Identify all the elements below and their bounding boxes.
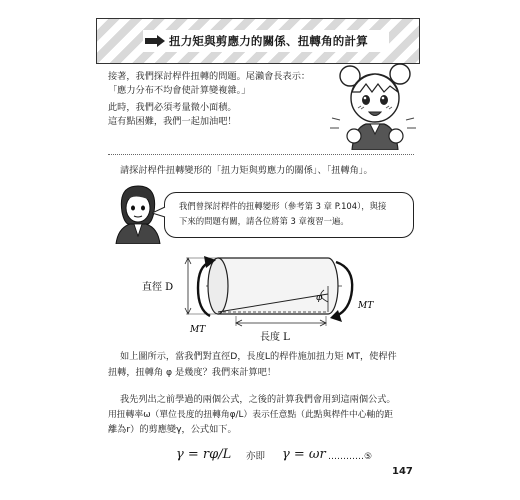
angle-phi-label: φ — [316, 293, 323, 303]
speech-bubble-tail — [152, 206, 166, 218]
diameter-label: 直徑 D — [142, 282, 174, 293]
intro-line-4: 這有點困難，我們一起加油吧！ — [108, 116, 237, 127]
formula-connector: 亦即 — [246, 451, 266, 462]
body-para1-line1: 如上圖所示，當我們對直徑D，長度L的桿件施加扭力矩 MT，使桿件 — [120, 351, 397, 362]
left-torque-label: MT — [190, 325, 206, 335]
bubble-line-2: 下來的問題有關，請各位將第 3 章複習一遍。 — [179, 216, 349, 226]
formula-left: γ = rφ/L — [176, 447, 232, 462]
arrow-right-icon — [145, 35, 165, 47]
intro-line-1: 接著，我們探討桿件扭轉的問題。尾瀨會長表示： — [108, 71, 311, 82]
bubble-line-1: 我們曾探討桿件的扭轉變形（參考第 3 章 P.104），與接 — [179, 201, 387, 211]
section-header-banner — [96, 18, 420, 64]
page-number: 147 — [392, 466, 413, 477]
right-torque-label: MT — [358, 301, 374, 311]
section-header-box — [143, 30, 389, 52]
intro-line-3: 此時，我們必須考量微小面積。 — [108, 102, 237, 113]
lead-instruction: 請探討桿件扭轉變形的「扭力矩與剪應力的關係」、「扭轉角」。 — [120, 165, 373, 176]
formula-tag: …………⑤ — [328, 452, 373, 462]
length-label: 長度 L — [260, 332, 290, 343]
body-para2-line2: 用扭轉率ω（單位長度的扭轉角φ/L）表示任意點（此點與桿件中心軸的距 — [108, 410, 393, 420]
dotted-divider — [108, 154, 414, 155]
body-para2-line1: 我先列出之前學過的兩個公式，之後的計算我們會用到這兩個公式。 — [120, 394, 396, 405]
manga-girl-illustration — [328, 62, 420, 150]
section-title: 扭力矩與剪應力的關係、扭轉角的計算 — [169, 34, 368, 48]
body-para1-line2: 扭轉，扭轉角 φ 是幾度？我們來計算吧！ — [108, 367, 277, 378]
formula-right: γ = ωr — [282, 447, 326, 462]
shaft-cylinder — [218, 258, 338, 314]
speech-bubble — [164, 192, 414, 238]
intro-line-2: 「應力分布不均會使計算變複雜。」 — [108, 85, 251, 96]
shaft-torsion-diagram — [140, 244, 390, 344]
shaft-left-end — [208, 258, 228, 314]
body-para2-line3: 離為r）的剪應變γ，公式如下。 — [108, 424, 237, 435]
